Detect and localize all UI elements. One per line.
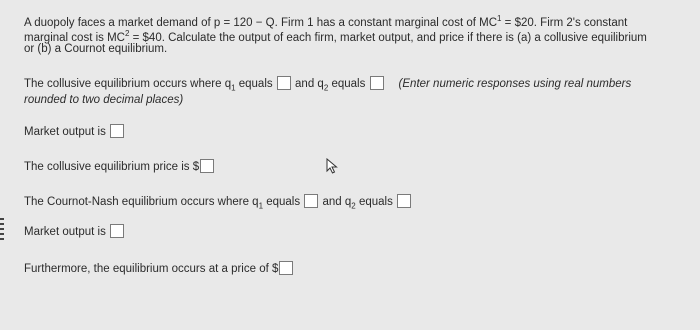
instruction-note: (Enter numeric responses using real numbers	[398, 78, 632, 90]
problem-line-3	[24, 42, 167, 56]
price-label: Furthermore, the equilibrium occurs at a price of $	[24, 263, 279, 275]
problem-text: A duopoly faces a market demand of p = 120 − Q. Firm 1 has a constant marginal cost of MC	[24, 16, 498, 29]
problem-text: marginal cost is MC	[24, 31, 125, 44]
subscript: 2	[351, 201, 356, 211]
instruction-note: rounded to two decimal places)	[24, 94, 184, 106]
superscript: 1	[497, 14, 502, 23]
cournot-price-input[interactable]	[279, 261, 293, 275]
equals-text: equals	[328, 78, 369, 90]
collusive-q1-input[interactable]	[277, 76, 291, 90]
equals-text: equals	[263, 196, 304, 208]
cournot-q1-input[interactable]	[304, 194, 318, 208]
left-edge-marker	[0, 218, 4, 242]
price-label: The collusive equilibrium price is $	[24, 161, 200, 173]
problem-text: or (b) a Cournot equilibrium.	[24, 43, 168, 55]
market-output-label: Market output is	[24, 126, 110, 138]
market-output-label: Market output is	[24, 226, 110, 238]
collusive-market-output-input[interactable]	[110, 124, 124, 138]
collusive-price-line	[24, 159, 215, 174]
subscript: 1	[231, 83, 236, 93]
instruction-note-line-2	[24, 93, 183, 107]
mouse-cursor-icon	[326, 158, 338, 174]
subscript: 2	[323, 83, 329, 93]
equals-text: equals	[355, 196, 397, 208]
superscript: 2	[124, 29, 130, 38]
collusive-price-input[interactable]	[200, 159, 214, 173]
cournot-q2-input[interactable]	[397, 194, 411, 208]
collusive-label: The collusive equilibrium occurs where q	[24, 78, 232, 90]
and-text: and q	[291, 78, 324, 90]
subscript: 1	[258, 201, 264, 211]
collusive-q2-input[interactable]	[370, 76, 384, 90]
problem-text: = $20. Firm 2's constant	[501, 16, 628, 29]
cournot-q-line	[24, 194, 412, 213]
cournot-label: The Cournot-Nash equilibrium occurs where q	[24, 196, 259, 208]
cournot-market-output-input[interactable]	[110, 224, 124, 238]
collusive-market-output-line	[24, 124, 125, 139]
cournot-market-output-line	[24, 224, 125, 239]
and-text: and q	[319, 196, 352, 208]
problem-text: = $40. Calculate the output of each firm, market output, and price if there is (a) a collusive equilibrium	[129, 31, 647, 44]
equals-text: equals	[235, 78, 276, 90]
cournot-price-line	[24, 261, 294, 276]
